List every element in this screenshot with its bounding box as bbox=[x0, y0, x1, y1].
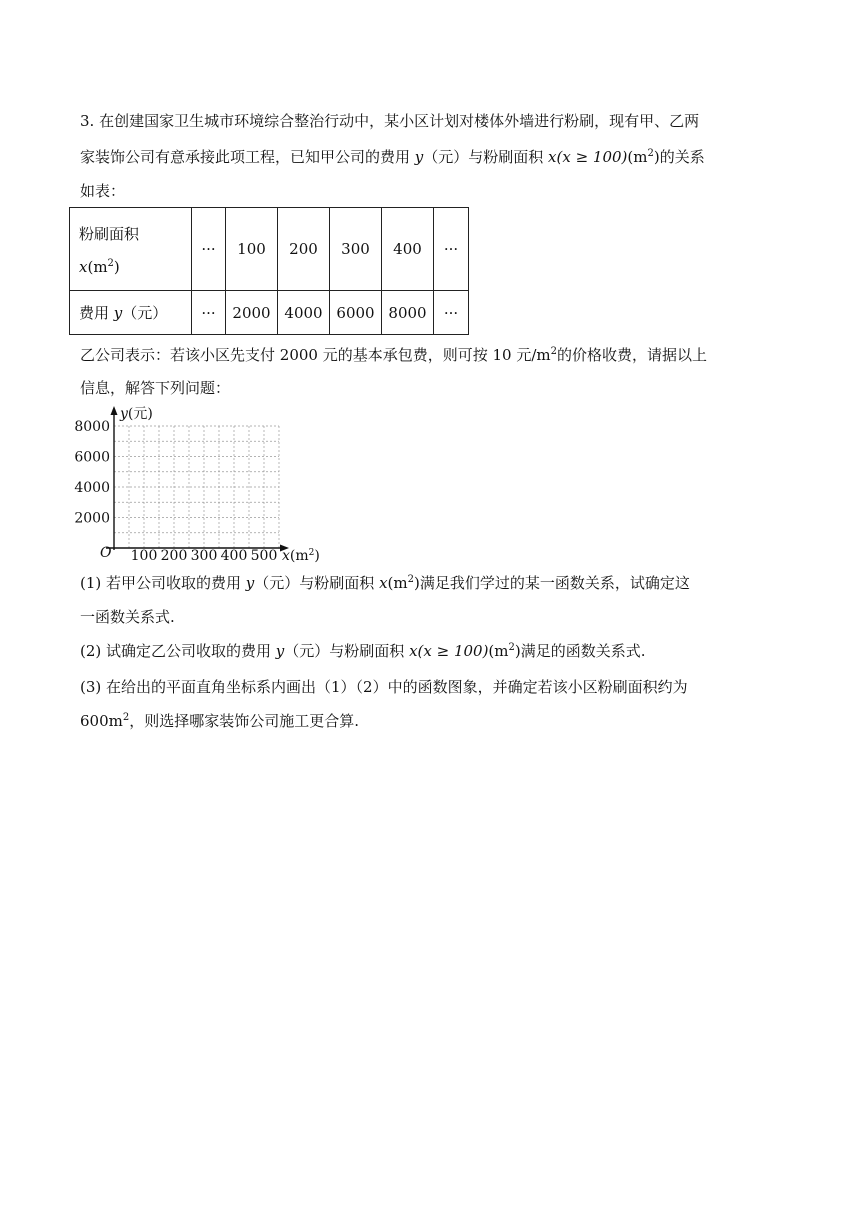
table-cell: ··· bbox=[192, 291, 226, 335]
table-cell: ··· bbox=[192, 208, 226, 291]
table-cell: 4000 bbox=[278, 291, 330, 335]
y-axis-arrow bbox=[111, 406, 118, 415]
table-header-fee: 费用 y（元） bbox=[70, 291, 192, 335]
x-axis-label: $x(m^2)$ bbox=[282, 548, 320, 564]
problem-line-2: 家装饰公司有意承接此项工程，已知甲公司的费用 y（元）与粉刷面积 $x(x \ge 100)(m^2)$的关系 bbox=[80, 148, 705, 166]
company-b-line-2: 信息，解答下列问题： bbox=[80, 379, 231, 397]
question-3-line-2: $600m^2$，则选择哪家装饰公司施工更合算. bbox=[80, 712, 360, 730]
origin-label: O bbox=[100, 545, 112, 561]
x-tick-label: 400 bbox=[220, 548, 248, 564]
question-3-line-1: (3) 在给出的平面直角坐标系内画出（1）（2）中的函数图象，并确定若该小区粉刷面积约为 bbox=[80, 678, 688, 696]
x-tick-labels bbox=[131, 548, 278, 564]
table-cell: 200 bbox=[278, 208, 330, 291]
table-cell: ··· bbox=[434, 208, 469, 291]
question-2: (2) 试确定乙公司收取的费用 y（元）与粉刷面积 $x(x \ge 100)(m^2)$满足的函数关系式. bbox=[80, 642, 646, 660]
fee-table bbox=[69, 207, 469, 335]
table-header-area: 粉刷面积 $x(m^2)$ bbox=[70, 208, 192, 291]
problem-line-3: 如表： bbox=[80, 182, 126, 200]
y-tick-label: 2000 bbox=[74, 510, 110, 527]
y-axis-label: y(元) bbox=[120, 406, 153, 422]
question-1-line-2: 一函数关系式. bbox=[80, 608, 175, 626]
table-cell: 8000 bbox=[382, 291, 434, 335]
table-cell: 2000 bbox=[226, 291, 278, 335]
table-cell: 100 bbox=[226, 208, 278, 291]
table-cell: 300 bbox=[330, 208, 382, 291]
y-tick-label: 6000 bbox=[74, 449, 110, 466]
y-tick-labels bbox=[74, 419, 110, 527]
coordinate-grid-chart bbox=[70, 404, 340, 564]
table-row-fee bbox=[70, 291, 469, 335]
x-tick-label: 300 bbox=[190, 548, 218, 564]
x-tick-label: 200 bbox=[160, 548, 188, 564]
x-tick-label: 100 bbox=[130, 548, 158, 564]
table-cell: 6000 bbox=[330, 291, 382, 335]
table-cell: ··· bbox=[434, 291, 469, 335]
table-cell: 400 bbox=[382, 208, 434, 291]
question-1-line-1: (1) 若甲公司收取的费用 y（元）与粉刷面积 $x(m^2)$满足我们学过的某一函数关系，试确定这 bbox=[80, 574, 690, 592]
problem-line-1: 3. 在创建国家卫生城市环境综合整治行动中，某小区计划对楼体外墙进行粉刷，现有甲、乙两 bbox=[80, 112, 700, 130]
x-tick-label: 500 bbox=[250, 548, 278, 564]
y-tick-label: 4000 bbox=[74, 480, 110, 496]
table-row-area bbox=[70, 208, 469, 291]
grid bbox=[114, 426, 279, 548]
y-tick-label: 8000 bbox=[74, 419, 110, 435]
company-b-line-1: 乙公司表示：若该小区先支付 2000 元的基本承包费，则可按 10 元$/m^2$的价格收费，请据以上 bbox=[80, 346, 708, 364]
